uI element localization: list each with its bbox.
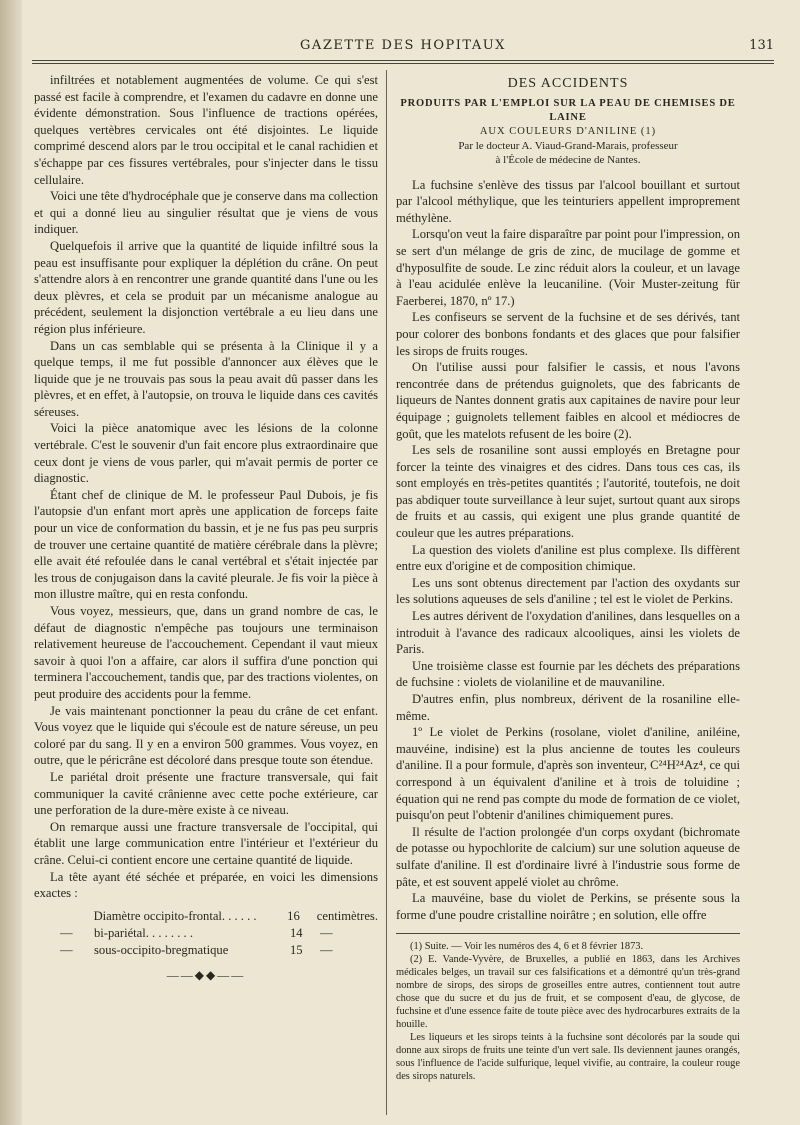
paragraph: On l'utilise aussi pour falsifier le cassis, et nous l'avons rencontrée dans de prétendus guignolets, que des fabricants de liqueurs de Nantes donnent gratis aux capitaines de navire pour leur équipage ; guignolets tellement faibles en alcool et médiocres de goût, que les matelots refusent de les boire (2).: [396, 360, 740, 441]
right-column: [396, 72, 740, 1083]
paragraph: Je vais maintenant ponctionner la peau du crâne de cet enfant. Vous voyez que le liquide qui s'écoule est de nature séreuse, un peu coloré par du sang. Il y en a environ 500 grammes. Vous voyez, en outre, que le péricrâne est décoloré dans presque toute son étendue.: [34, 703, 378, 768]
dimensions-label: Diamètre occipito-frontal. . . . . .: [93, 908, 257, 923]
dimensions-value: 14: [290, 925, 303, 940]
column-divider: [386, 70, 387, 1115]
paragraph: Les sels de rosaniline sont aussi employés en Bretagne pour forcer la teinte des vinaigres et des cidres. Dans tous ces cas, ils sont employés en très-petites quantités ; l'autorité, toutefois, ne doit pas abdiquer toute surveillance à leur sujet, surtout quant aux sirops de fruits et au cassis, qui exigent une plus grande quantité de couleur que les autres préparations.: [396, 443, 740, 541]
section-title: DES ACCIDENTS: [507, 76, 629, 91]
paragraph: Les confiseurs se servent de la fuchsine et de ses dérivés, tant pour colorer des bonbons fondants et des glaces que pour falsifier les sirops de fruits rouges.: [396, 310, 740, 358]
paragraph: La fuchsine s'enlève des tissus par l'alcool bouillant et surtout par l'alcool méthylique, que les teinturiers appellent improprement méthylène.: [396, 177, 740, 225]
paragraph: Dans un cas semblable qui se présenta à la Clinique il y a quelque temps, il me fut possible d'annoncer aux élèves que le liquide que je ne trouvais pas sous la peau avait dû passer dans les plèvres, et en effet, à l'autopsie, on trouva le liquide dans ces cavités séreuses.: [34, 338, 378, 419]
section-end-ornament: ——◆◆——: [166, 967, 246, 982]
dimensions-dash: [60, 908, 94, 925]
dimensions-row: [60, 925, 378, 942]
paragraph: La tête ayant été séchée et préparée, en voici les dimensions exactes :: [34, 869, 378, 901]
paragraph: infiltrées et notablement augmentées de volume. Ce qui s'est passé est facile à comprendre, et l'examen du cadavre en donne une évidente démonstration. Sous l'influence de tractions opérées, quelques vertèbres cervicales ont été disjointes. Le liquide comprimé descend alors par le trou occipital et le canal rachidien et s'échappe par ces fissures vertébrales, pour s'injecter dans le tissu cellulaire.: [34, 73, 378, 187]
paragraph: 1º Le violet de Perkins (rosolane, violet d'aniline, aniléine, mauvéine, indisine) est la plus ancienne de toutes les couleurs d'aniline. Il a pour formule, d'après son inventeur, C²⁴H²⁴Az⁴, ce qui correspond à un équivalent d'aniline et à trois de toluidine ; équation qui ne rend pas compte du mode de formation de ce violet, puisqu'on peut l'obtenir d'anilines chimiquement pures.: [396, 725, 740, 823]
running-title: GAZETTE DES HOPITAUX: [300, 38, 506, 53]
paragraph: Voici la pièce anatomique avec les lésions de la colonne vertébrale. C'est le souvenir d'un fait encore plus extraordinaire que ceux dont je viens de vous parler, qui m'avait permis de porter ce diagnostic.: [34, 421, 378, 486]
author-affiliation: à l'École de médecine de Nantes.: [495, 153, 641, 166]
dimensions-unit: centimètres.: [316, 908, 378, 923]
dimensions-dash: —: [60, 942, 73, 957]
dimensions-value: 15: [290, 942, 303, 957]
left-column: [34, 72, 378, 983]
paragraph: Vous voyez, messieurs, que, dans un grand nombre de cas, le défaut de diagnostic n'empêche pas toujours une terminaison relativement heureuse de l'accouchement. Cependant il vaut mieux savoir à quoi l'on a affaire, car alors il suffira d'une ponction qui terminera l'accouchement, tandis que, par des tractions violentes, on peut produire des accidents pour la femme.: [34, 604, 378, 701]
paragraph: Les uns sont obtenus directement par l'action des oxydants sur les solutions aqueuses de sels d'aniline ; tel est le violet de Perkins.: [396, 575, 740, 607]
paragraph: Voici une tête d'hydrocéphale que je conserve dans ma collection et qui a donné lieu au singulier résultat que je viens de vous indiquer.: [34, 189, 378, 237]
page-header: [32, 38, 774, 58]
paragraph: D'autres enfin, plus nombreux, dérivent de la rosaniline elle-même.: [396, 692, 740, 723]
dimensions-row: [60, 942, 378, 959]
author-name: Par le docteur A. Viaud-Grand-Marais, professeur: [458, 139, 678, 152]
footnote: Les liqueurs et les sirops teints à la fuchsine sont décolorés par la soude qui donne aux sirops de fruits une teinte d'un vert sale. Ils deviennent jaunes orangés, sous l'influence de l'acide sulfurique, lequel vivifie, au contraire, la couleur rouge des sirops naturels.: [396, 1032, 740, 1083]
page-binding-edge: [0, 0, 22, 1125]
header-rule: [32, 60, 774, 64]
footnote: (1) Suite. — Voir les numéros des 4, 6 et 8 février 1873.: [410, 941, 644, 953]
paragraph: Les autres dérivent de l'oxydation d'anilines, dans lesquelles on a introduit à l'avance des radicaux alcooliques, ainsi les violets de Paris.: [396, 609, 740, 657]
paragraph: Quelquefois il arrive que la quantité de liquide infiltré sous la peau est insuffisante pour expliquer la déplétion du crâne. On peut s'attendre alors à en rencontrer une grande quantité dans l'une ou les deux plèvres, et cela se produit par un mécanisme analogue au précédent, seulement la disjonction vertébrale a eu lieu dans une région plus inférieure.: [34, 238, 378, 336]
dimensions-label: bi-pariétal. . . . . . . .: [94, 925, 193, 940]
paragraph: Le pariétal droit présente une fracture transversale, qui fait communiquer la cavité crânienne avec cette poche extérieure, car une perforation de la dure-mère existe à ce niveau.: [34, 769, 378, 818]
dimensions-unit: —: [320, 942, 333, 957]
dimensions-unit: —: [320, 925, 333, 940]
paragraph: La question des violets d'aniline est plus complexe. Ils diffèrent entre eux d'origine et de composition chimique.: [396, 542, 740, 574]
section-subtitle: AUX COULEURS D'ANILINE (1): [479, 125, 657, 137]
footnote-rule: [396, 933, 740, 934]
dimensions-dash: —: [60, 925, 73, 940]
author-line: [396, 139, 740, 167]
paragraph: Une troisième classe est fournie par les déchets des préparations de fuchsine : violets de violaniline et de mauvaniline.: [396, 658, 740, 690]
dimensions-label: sous-occipito-bregmatique: [94, 942, 229, 957]
paragraph: La mauvéine, base du violet de Perkins, se présente sous la forme d'une poudre cristalline noirâtre ; en solution, elle offre: [396, 891, 740, 922]
paragraph: Étant chef de clinique de M. le professeur Paul Dubois, je fis l'autopsie d'un enfant mort après une application de forceps faite pour un vice de conformation du bassin, et je ne fus pas peu surpris de trouver une certaine quantité de matière cérébrale dans la plèvre; elle avait été refoulée dans le canal vertébral et s'était injectée par les trous de conjugaison dans la cavité pleurale. Je fis voir la pièce à mon illustre maître, qui en resta confondu.: [34, 487, 378, 602]
page-number: 131: [749, 38, 774, 53]
footnote: (2) E. Vande-Vyvère, de Bruxelles, a publié en 1863, dans les Archives médicales belges, un travail sur ces falsifications et a démontré qu'un très-grand nombre de sirops, des sirops de groseilles entre autres, contiennent tout autre chose que du sucre et du jus de fruit, et se composent d'eau, de glycose, de fuchsine et d'une essence faite de toute pièce avec des hydrocarbures extraits de la houille.: [396, 954, 740, 1031]
dimensions-value: 16: [287, 908, 300, 923]
dimensions-table: [60, 908, 378, 959]
paragraph: Il résulte de l'action prolongée d'un corps oxydant (bichromate de potasse ou hypochlorite de calcium) sur une solution aqueuse de sulfate d'aniline. Il est d'ordinaire livré à l'industrie sous forme de pâte, et est souvent appelé violet au chrôme.: [396, 824, 740, 889]
dimensions-row: [60, 908, 378, 925]
paragraph: Lorsqu'on veut la faire disparaître par point pour l'impression, on se sert d'un mélange de gris de zinc, de mucilage de gomme et d'hyposulfite de soude. Le zinc réduit alors la couleur, et un lavage à l'eau acidulée enlève la leucaniline. (Voir Muster-zeitung für Faerberei, 1870, nº 17.): [396, 227, 740, 308]
paragraph: On remarque aussi une fracture transversale de l'occipital, qui établit une large communication entre l'intérieur et l'extérieur du crâne. Celui-ci contient encore une certaine quantité de liquide.: [34, 819, 378, 867]
section-subtitle: PRODUITS PAR L'EMPLOI SUR LA PEAU DE CHEMISES DE LAINE: [400, 97, 736, 123]
